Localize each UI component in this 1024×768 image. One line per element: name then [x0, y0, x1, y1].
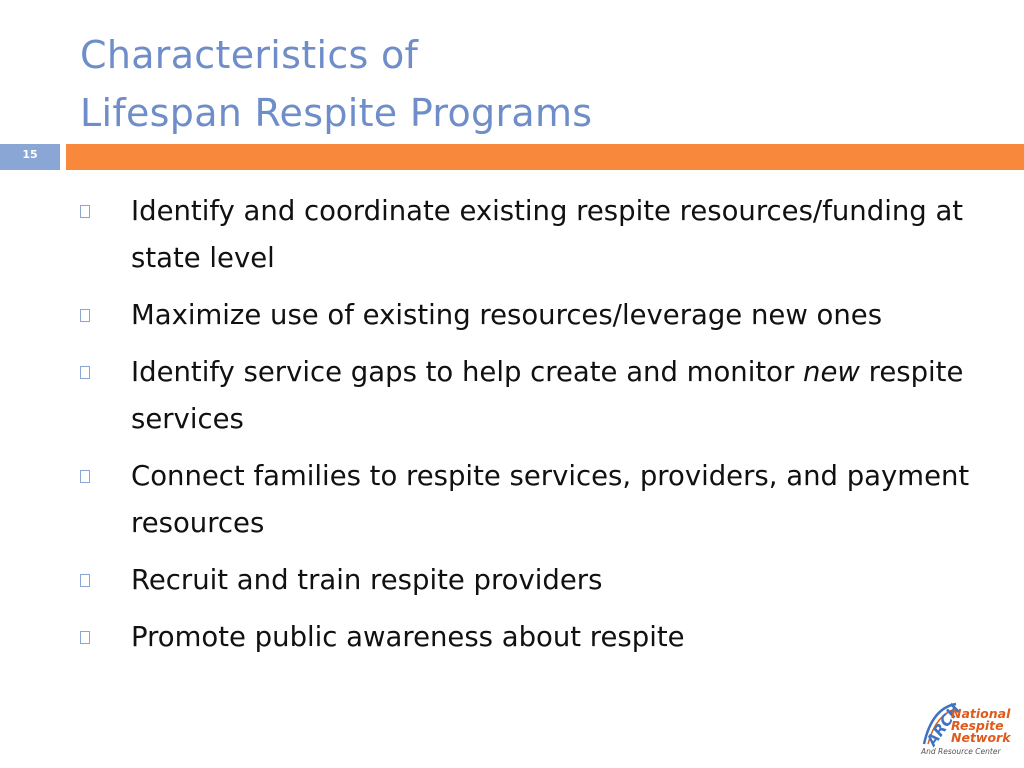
bullet-item — [78, 292, 978, 339]
slide-title — [80, 26, 592, 142]
bullet-list — [78, 188, 978, 671]
slide-title-line-2: Lifespan Respite Programs — [80, 91, 593, 135]
bullet-emphasis: new — [803, 356, 860, 388]
bullet-text: Identify and coordinate existing respite resources/funding at state level — [131, 195, 964, 274]
square-bullet-icon — [80, 470, 90, 483]
bullet-item — [78, 614, 978, 661]
square-bullet-icon — [80, 205, 90, 218]
bullet-item — [78, 557, 978, 604]
bullet-text: Identify service gaps to help create and monitor — [131, 356, 804, 388]
logo-line-2: Respite — [951, 718, 1004, 733]
square-bullet-icon — [80, 631, 90, 644]
slide-number: 15 — [0, 144, 60, 170]
bullet-item — [78, 349, 978, 443]
bullet-text: Recruit and train respite providers — [131, 564, 603, 596]
bullet-text: Maximize use of existing resources/leverage new ones — [131, 299, 883, 331]
square-bullet-icon — [80, 309, 90, 322]
logo-name — [951, 708, 1011, 744]
logo-mark: ARCH — [922, 700, 965, 750]
logo-subtitle: And Resource Center — [921, 747, 1001, 756]
arch-logo — [918, 698, 1018, 758]
square-bullet-icon — [80, 574, 90, 587]
bullet-text: Promote public awareness about respite — [131, 621, 685, 653]
logo-line-3: Network — [951, 730, 1011, 745]
bullet-text: Connect families to respite services, providers, and payment resources — [131, 460, 970, 539]
bullet-text-after: respite services — [131, 356, 964, 435]
bullet-item — [78, 453, 978, 547]
accent-bar — [66, 144, 1024, 170]
bullet-item — [78, 188, 978, 282]
slide-title-line-1: Characteristics of — [80, 33, 419, 77]
logo-line-1: National — [951, 706, 1011, 721]
square-bullet-icon — [80, 366, 90, 379]
